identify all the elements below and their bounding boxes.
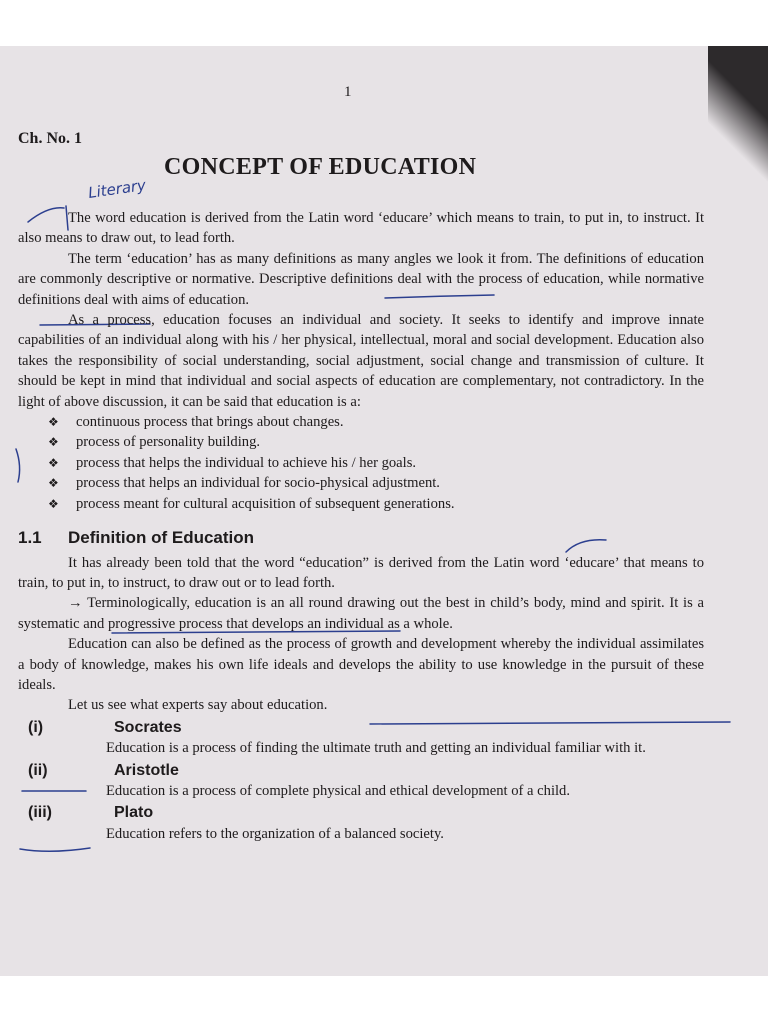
paragraph: → Terminologically, education is an all round drawing out the best in child’s body, mind and spirit. It is a systematic and progressive process that develops an individual as a whole.	[18, 595, 704, 632]
paragraph: It has already been told that the word “education” is derived from the Latin word ‘educare’ that means to train, to put in, to instruct, to draw out or to lead forth.	[18, 554, 704, 591]
expert-aristotle	[18, 761, 704, 802]
list-item: ❖ process that helps an individual for socio-physical adjustment.	[48, 473, 704, 493]
chapter-title: CONCEPT OF EDUCATION	[164, 154, 477, 180]
list-item: ❖ continuous process that brings about changes.	[48, 412, 704, 432]
paragraph: Education can also be defined as the process of growth and development whereby the individual assimilates a body of knowledge, makes his own life ideals and develops the ability to use knowledge in the pursuit of these ideals.	[18, 636, 704, 693]
expert-numeral: (i)	[28, 718, 44, 736]
list-item: ❖ process meant for cultural acquisition of subsequent generations.	[48, 494, 704, 514]
diamond-bullet-icon: ❖	[48, 415, 59, 430]
expert-definition: Education refers to the organization of a balanced society.	[106, 825, 444, 842]
list-item: ❖ process that helps the individual to achieve his / her goals.	[48, 453, 704, 473]
body-text	[18, 208, 704, 844]
document-page	[0, 46, 768, 976]
expert-plato	[18, 803, 704, 844]
chapter-number: Ch. No. 1	[18, 130, 83, 147]
section-heading	[18, 528, 704, 548]
diamond-bullet-icon: ❖	[48, 455, 59, 470]
expert-socrates	[18, 718, 704, 759]
section-number: 1.1	[18, 528, 42, 548]
expert-name: Socrates	[114, 718, 182, 736]
pen-mark-aristotle	[20, 848, 90, 851]
expert-definition: Education is a process of complete physical and ethical development of a child.	[106, 782, 571, 799]
page-shadow	[708, 46, 768, 196]
handwritten-note: Literary	[87, 176, 148, 202]
bullet-list	[48, 412, 704, 514]
paragraph: As a process, education focuses an individual and society. It seeks to identify and improve innate capabilities of an individual along with his / her physical, intellectual, moral and social development. Education also takes the responsibility of social understanding, social adjustment, social change and transmission of culture. It should be kept in mind that individual and social aspects of education are complementary, not contradictory. In the light of above discussion, it can be said that education is a:	[18, 312, 704, 410]
page-number: 1	[344, 84, 352, 100]
expert-numeral: (ii)	[28, 761, 48, 779]
paragraph: The term ‘education’ has as many definitions as many angles we look it from. The definitions of education are commonly descriptive or normative. Descriptive definitions deal with the process of education, while normative definitions deal with aims of education.	[18, 250, 704, 308]
section-title: Definition of Education	[68, 528, 255, 548]
expert-numeral: (iii)	[28, 804, 52, 822]
list-item: ❖ process of personality building.	[48, 432, 704, 452]
expert-name: Aristotle	[114, 761, 179, 779]
diamond-bullet-icon: ❖	[48, 476, 59, 491]
expert-name: Plato	[114, 804, 154, 822]
diamond-bullet-icon: ❖	[48, 496, 59, 511]
expert-definition: Education is a process of finding the ultimate truth and getting an individual familiar with it.	[106, 740, 646, 757]
paragraph: The word education is derived from the Latin word ‘educare’ which means to train, to put in, to instruct. It also means to draw out, to lead forth.	[18, 210, 704, 247]
diamond-bullet-icon: ❖	[48, 435, 59, 450]
paragraph: Let us see what experts say about education.	[68, 697, 328, 714]
